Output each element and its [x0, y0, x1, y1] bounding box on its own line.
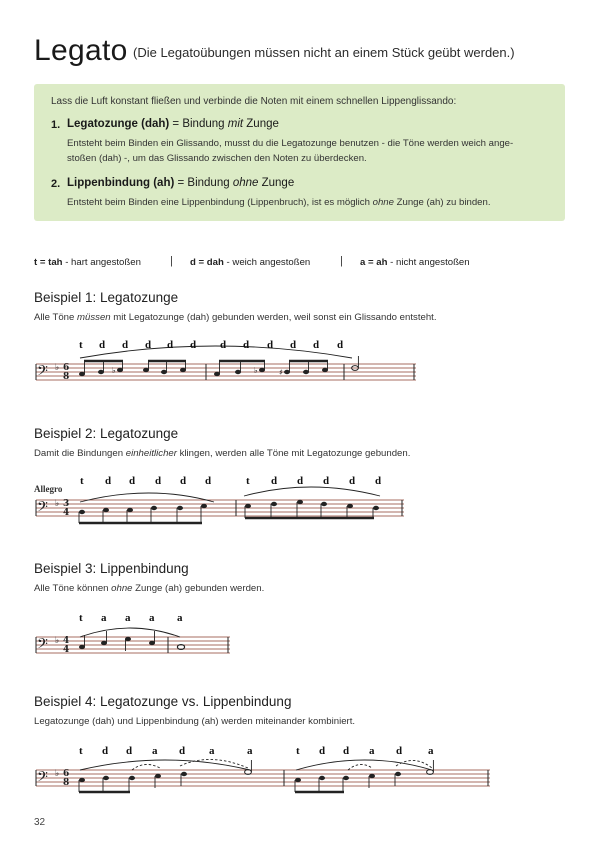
bass-clef-icon: 𝄢 [37, 769, 48, 789]
syllable: t [79, 745, 83, 757]
syllable: d [271, 475, 278, 487]
syllable: d [349, 475, 356, 487]
svg-text:3: 3 [63, 499, 70, 509]
syllable: d [129, 475, 136, 487]
legend-ah: a = ah - nicht angestoßen [360, 257, 470, 268]
syllable: t [246, 475, 250, 487]
syllable: a [101, 612, 107, 624]
example-4-title: Beispiel 4: Legatozunge vs. Lippenbindung [34, 694, 292, 709]
list-desc-1b: stoßen (dah) -, um das Glissando zwischen den Noten zu überdecken. [67, 153, 367, 164]
syllable: a [209, 745, 215, 757]
bass-clef-icon: 𝄢 [37, 499, 48, 519]
info-intro: Lass die Luft konstant fließen und verbinde die Noten mit einem schnellen Lippenglissando: [51, 96, 457, 107]
syllable: a [369, 745, 375, 757]
example-1-score [0, 336, 600, 396]
syllable: d [337, 339, 344, 351]
legend-dah: d = dah - weich angestoßen [190, 257, 311, 268]
example-2-score [0, 472, 600, 532]
syllable: t [296, 745, 300, 757]
term-legatozunge: Legatozunge (dah) [67, 118, 170, 130]
list-desc-2: Entsteht beim Binden eine Lippenbindung (Lippenbruch), ist es möglich ohne Zunge (ah) zu binden. [67, 197, 491, 208]
legend-separator: | [170, 255, 173, 267]
svg-text:♭: ♭ [55, 363, 60, 373]
syllable: d [179, 745, 186, 757]
syllable: d [375, 475, 382, 487]
svg-text:4: 4 [63, 636, 70, 646]
svg-text:8: 8 [63, 778, 70, 788]
example-3-staff [0, 609, 600, 669]
syllable: d [190, 339, 197, 351]
svg-text:8: 8 [63, 372, 70, 382]
example-3-desc: Alle Töne können ohne Zunge (ah) gebunden werden. [34, 583, 265, 594]
bass-clef-icon: 𝄢 [37, 636, 48, 656]
syllable: a [247, 745, 253, 757]
syllable: a [428, 745, 434, 757]
page-number: 32 [34, 817, 46, 828]
syllable: d [126, 745, 133, 757]
syllable: d [267, 339, 274, 351]
syllable: a [152, 745, 158, 757]
svg-text:♭: ♭ [112, 366, 116, 375]
syllable: d [180, 475, 187, 487]
example-3-title: Beispiel 3: Lippenbindung [34, 561, 189, 576]
example-3-score [0, 609, 600, 669]
example-1-staff [0, 336, 600, 396]
page-title: Legato [34, 34, 128, 67]
syllable: d [145, 339, 152, 351]
list-number-1: 1. [51, 119, 61, 131]
syllable: d [167, 339, 174, 351]
syllable: d [313, 339, 320, 351]
bass-clef-icon: 𝄢 [37, 363, 48, 383]
list-desc-1a: Entsteht beim Binden ein Glissando, musst du die Legatozunge benutzen - die Töne werden weich ange- [67, 138, 514, 149]
example-2-title: Beispiel 2: Legatozunge [34, 426, 179, 441]
svg-text:♭: ♭ [55, 636, 60, 646]
svg-text:♯: ♯ [279, 368, 283, 377]
syllable: d [319, 745, 326, 757]
list-heading-1: Legatozunge (dah) = Bindung mit Zunge [67, 118, 279, 130]
svg-text:♭: ♭ [55, 499, 60, 509]
example-4-desc: Legatozunge (dah) und Lippenbindung (ah) werden miteinander kombiniert. [34, 716, 356, 727]
example-2-desc: Damit die Bindungen einheitlicher klingen, werden alle Töne mit Legatozunge gebunden. [34, 448, 411, 459]
syllable: d [102, 745, 109, 757]
syllable: d [220, 339, 227, 351]
term-lippenbindung: Lippenbindung (ah) [67, 177, 175, 189]
syllable: d [323, 475, 330, 487]
syllable: d [105, 475, 112, 487]
svg-text:♭: ♭ [55, 769, 60, 779]
syllable: d [396, 745, 403, 757]
syllable: a [149, 612, 155, 624]
syllable: a [125, 612, 131, 624]
syllable: d [99, 339, 106, 351]
syllable: d [243, 339, 250, 351]
syllable: a [177, 612, 183, 624]
svg-text:4: 4 [63, 645, 70, 655]
syllable: t [79, 339, 83, 351]
example-4-score [0, 742, 600, 802]
syllable: d [297, 475, 304, 487]
page-subtitle: (Die Legatoübungen müssen nicht an einem Stück geübt werden.) [133, 45, 515, 60]
syllable: d [155, 475, 162, 487]
svg-text:♭: ♭ [254, 366, 258, 375]
syllable: d [343, 745, 350, 757]
example-4-staff [0, 742, 600, 802]
syllable: d [290, 339, 297, 351]
tempo-marking: Allegro [34, 484, 63, 494]
syllable: t [79, 612, 83, 624]
example-1-title: Beispiel 1: Legatozunge [34, 290, 179, 305]
legend-tah: t = tah - hart angestoßen [34, 257, 141, 268]
svg-text:6: 6 [63, 769, 70, 779]
example-1-desc: Alle Töne müssen mit Legatozunge (dah) gebunden werden, weil sonst ein Glissando entsteht. [34, 312, 437, 323]
list-number-2: 2. [51, 178, 61, 190]
list-heading-2: Lippenbindung (ah) = Bindung ohne Zunge [67, 177, 295, 189]
svg-text:4: 4 [63, 508, 70, 518]
svg-text:6: 6 [63, 363, 70, 373]
legend-separator: | [340, 255, 343, 267]
syllable: t [80, 475, 84, 487]
syllable: d [205, 475, 212, 487]
syllable: d [122, 339, 129, 351]
